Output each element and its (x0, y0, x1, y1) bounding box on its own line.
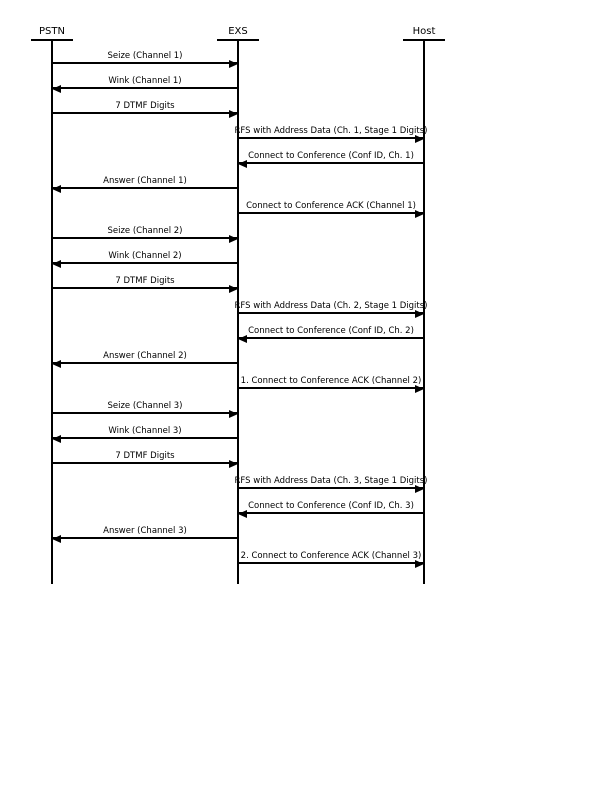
arrowhead-icon (415, 135, 424, 143)
message-line (52, 262, 238, 264)
message-line (52, 362, 238, 364)
message-label: Wink (Channel 3) (108, 426, 182, 436)
arrowhead-icon (52, 260, 61, 268)
message-line (238, 212, 424, 214)
message-line (52, 462, 238, 464)
message-label: 7 DTMF Digits (115, 101, 175, 111)
arrowhead-icon (238, 510, 247, 518)
actor-label-pstn: PSTN (39, 26, 65, 37)
arrowhead-icon (238, 160, 247, 168)
message-label: Answer (Channel 2) (103, 351, 187, 361)
arrowhead-icon (229, 110, 238, 118)
arrowhead-icon (52, 85, 61, 93)
arrowhead-icon (229, 235, 238, 243)
lifeline-pstn (51, 40, 53, 584)
arrowhead-icon (229, 410, 238, 418)
message-label: Answer (Channel 1) (103, 176, 187, 186)
message-label: Answer (Channel 3) (103, 526, 187, 536)
message-label: 1. Connect to Conference ACK (Channel 2) (240, 376, 422, 386)
message-line (52, 112, 238, 114)
message-line (238, 512, 424, 514)
message-label: Wink (Channel 1) (108, 76, 182, 86)
arrowhead-icon (229, 460, 238, 468)
message-line (52, 537, 238, 539)
actor-label-host: Host (412, 26, 436, 37)
message-line (52, 187, 238, 189)
message-line (238, 312, 424, 314)
arrowhead-icon (52, 185, 61, 193)
message-label: Connect to Conference (Conf ID, Ch. 3) (248, 501, 414, 511)
message-line (52, 87, 238, 89)
message-label: 7 DTMF Digits (115, 276, 175, 286)
arrowhead-icon (52, 360, 61, 368)
message-label: RFS with Address Data (Ch. 3, Stage 1 Digits) (234, 476, 428, 486)
message-label: RFS with Address Data (Ch. 2, Stage 1 Digits) (234, 301, 428, 311)
message-label: 7 DTMF Digits (115, 451, 175, 461)
message-label: Seize (Channel 2) (107, 226, 183, 236)
arrowhead-icon (238, 335, 247, 343)
message-line (52, 287, 238, 289)
arrowhead-icon (415, 385, 424, 393)
message-line (238, 337, 424, 339)
message-label: Seize (Channel 1) (107, 51, 183, 61)
message-line (238, 562, 424, 564)
message-label: Connect to Conference (Conf ID, Ch. 2) (248, 326, 414, 336)
message-label: RFS with Address Data (Ch. 1, Stage 1 Digits) (234, 126, 428, 136)
arrowhead-icon (52, 435, 61, 443)
message-label: Connect to Conference (Conf ID, Ch. 1) (248, 151, 414, 161)
message-line (238, 162, 424, 164)
arrowhead-icon (229, 60, 238, 68)
message-line (238, 487, 424, 489)
arrowhead-icon (415, 560, 424, 568)
message-label: 2. Connect to Conference ACK (Channel 3) (240, 551, 422, 561)
arrowhead-icon (415, 310, 424, 318)
message-line (238, 387, 424, 389)
message-line (52, 62, 238, 64)
arrowhead-icon (52, 535, 61, 543)
message-line (238, 137, 424, 139)
arrowhead-icon (229, 285, 238, 293)
message-line (52, 412, 238, 414)
actor-label-exs: EXS (228, 26, 248, 37)
message-label: Wink (Channel 2) (108, 251, 182, 261)
message-label: Seize (Channel 3) (107, 401, 183, 411)
message-line (52, 237, 238, 239)
arrowhead-icon (415, 485, 424, 493)
message-line (52, 437, 238, 439)
message-label: Connect to Conference ACK (Channel 1) (246, 201, 416, 211)
arrowhead-icon (415, 210, 424, 218)
